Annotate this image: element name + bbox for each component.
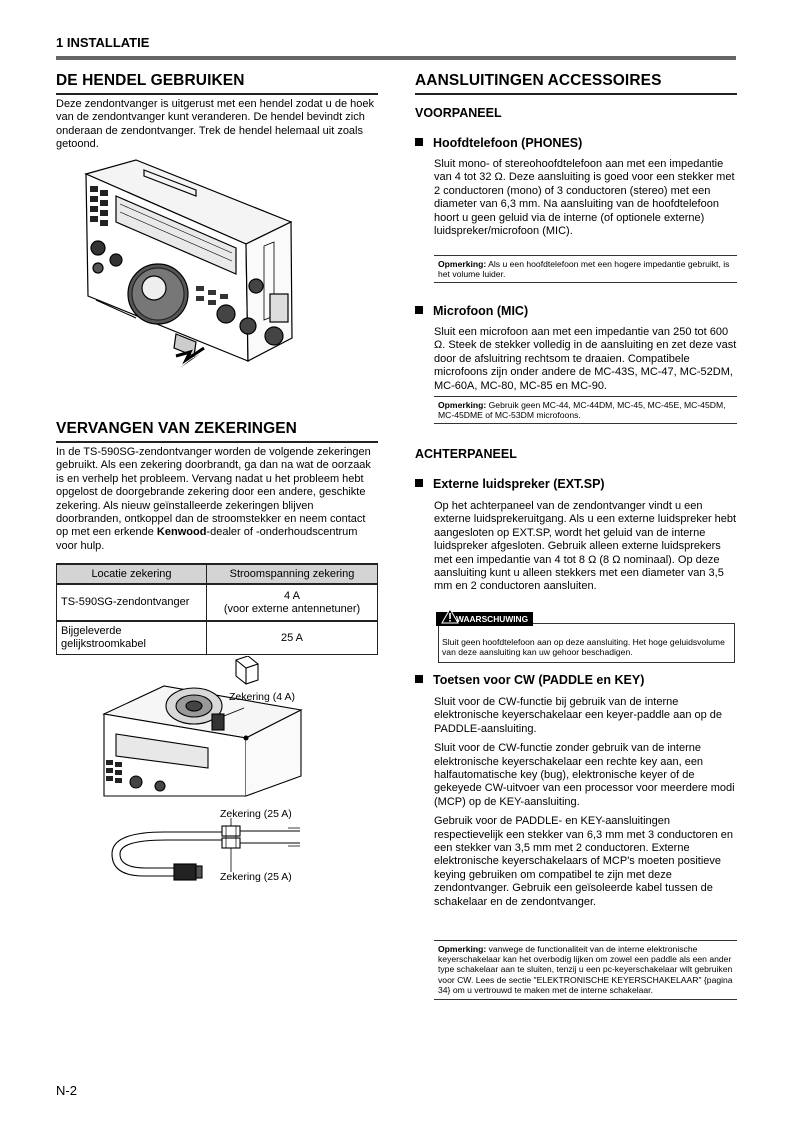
chapter-header: 1 INSTALLATIE	[56, 35, 150, 50]
mic-title-text: Microfoon (MIC)	[433, 304, 529, 318]
note-text: Gebruik geen MC-44, MC-44DM, MC-45, MC-45E, MC-45DM, MC-45DME of MC-53DM microfoons.	[438, 400, 726, 421]
cw-title	[415, 673, 644, 687]
ext-sp-title-text: Externe luidspreker (EXT.SP)	[433, 477, 605, 491]
note-label: Opmerking:	[438, 944, 487, 954]
table-cell: TS-590SG-zendontvanger	[57, 584, 207, 621]
table-row	[57, 621, 378, 654]
fuse-25a-bottom-label: Zekering (25 A)	[220, 871, 292, 883]
handle-text: Deze zendontvanger is uitgerust met een hendel zodat u de hoek van de zendontvanger kunt veranderen. De hendel bevindt zich onderaan de zendontvanger. Trek de hendel helemaal uit zoals getoond.	[56, 98, 374, 151]
phones-text: Sluit mono- of stereohoofdtelefoon aan met een impedantie van 4 tot 32 Ω. Deze aansluiting is goed voor een stekker met 2 conductoren (mono) of 3 conductoren (stereo) met een diameter van 6,3 mm. Na aansluiting van de hoofdtelefoon hoort u geen geluid via de interne (of optionele externe) luidspreker/microfoon (MIC).	[434, 158, 735, 238]
fuse-25a-top-label: Zekering (25 A)	[220, 808, 292, 820]
note-text: Als u een hoofdtelefoon met een hogere impedantie gebruikt, is het volume luider.	[438, 259, 730, 280]
warning-text: Sluit geen hoofdtelefoon aan op deze aansluiting. Het hoge geluidsvolume van deze aansluiting kan uw gehoor beschadigen.	[442, 637, 725, 658]
table-header-cell: Stroomspanning zekering	[207, 564, 378, 584]
fuse-4a-label: Zekering (4 A)	[229, 691, 295, 703]
note-text: vanwege de functionaliteit van de interne elektronische keyerschakelaar kan het overbodig lijken om zowel een paddle als een ander type schakelaar aan te sluiten, tenzij u een pc-keyerschakelaar wilt gebruiken voor CW. Lees de sectie "ELEKTRONISCHE KEYERSCHAKELAAR" {pagina 34} om u vertrouwd te maken met de interne schakelaar.	[438, 944, 733, 995]
accessories-section-title: AANSLUITINGEN ACCESSOIRES	[415, 72, 737, 95]
location-line: Bijgeleverde	[61, 625, 122, 638]
bullet-square-icon	[415, 479, 423, 487]
rear-panel-title: ACHTERPANEEL	[415, 447, 517, 461]
table-cell: 25 A	[207, 621, 378, 654]
cw-note	[434, 940, 737, 1000]
fuses-text	[56, 446, 378, 553]
table-cell	[207, 584, 378, 621]
ext-sp-text: Op het achterpaneel van de zendontvanger vindt u een externe luidsprekeruitgang. Als u een externe luidspreker hebt aangesloten op EXT.SP, wordt het geluid van de interne luidspreker afgesloten. Gebruik alleen externe luidsprekers met een impedantie van 4 tot 8 Ω (8 Ω nominaal). Op deze aansluiting kunt u alleen stekkers met een diameter van 3,5 mm en 2 conductoren aansluiten.	[434, 500, 737, 593]
handle-section-title: DE HENDEL GEBRUIKEN	[56, 72, 378, 95]
fuses-text-main: In de TS-590SG-zendontvanger worden de volgende zekeringen gebruikt. Als een zekering doorbrandt, ga dan na wat de oorzaak is en verhelp het probleem. Vervang nadat u het probleem hebt opgelost de doorgebrande zekering door een andere, geschikte zekering. Als nieuw geïnstalleerde zekeringen blijven doorbranden, ontkoppel dan de stroomstekker en neem contact op met een erkende	[56, 446, 371, 539]
fuses-section-title: VERVANGEN VAN ZEKERINGEN	[56, 420, 378, 443]
bullet-square-icon	[415, 675, 423, 683]
mic-title	[415, 304, 528, 318]
table-header-row	[57, 564, 378, 584]
phones-note	[434, 255, 737, 283]
mic-text: Sluit een microfoon aan met een impedantie van 250 tot 600 Ω. Steek de stekker volledig in de aansluiting en zet deze vast door de afsluitring rechtsom te draaien. Compatibele microfoons zijn onder andere de MC-43S, MC-47, MC-52DM, MC-60A, MC-80, MC-85 en MC-90.	[434, 326, 737, 392]
brand-name: Kenwood	[156, 526, 207, 539]
fuses-text-end: -dealer of -onderhoudscentrum voor hulp.	[56, 526, 358, 552]
bullet-square-icon	[415, 138, 423, 146]
front-panel-title: VOORPANEEL	[415, 106, 502, 120]
bullet-square-icon	[415, 306, 423, 314]
cw-paragraph: Gebruik voor de PADDLE- en KEY-aansluitingen respectievelijk een stekker van 6,3 mm met 3 conductoren en een stekker van 3,5 mm met 2 conductoren. Externe elektronische keyerschakelaars of MCP's moeten positieve keying gebruiken om compatibel te zijn met deze zendontvanger. Gebruik een geïsoleerde kabel tussen de schakelaar en de zendontvanger.	[434, 815, 733, 908]
phones-title	[415, 136, 582, 150]
transceiver-handle-illustration	[76, 156, 296, 378]
location-line: gelijkstroomkabel	[61, 637, 146, 650]
warning-box	[438, 614, 735, 663]
note-label: Opmerking:	[438, 400, 487, 410]
fuse-table	[56, 563, 378, 655]
rear-panel-fuse-illustration	[96, 656, 306, 801]
table-row	[57, 584, 378, 621]
cw-paragraph: Sluit voor de CW-functie zonder gebruik van de interne elektronische keyerschakelaar een rechte key aan, een halfautomatische key (bug), elektronische keyer of de gekeyede CW-uitvoer van een processor voor meerdere modi (MCP) op de KEY-aansluiting.	[434, 742, 735, 808]
rating-note: (voor externe antennetuner)	[223, 602, 361, 615]
phones-title-text: Hoofdtelefoon (PHONES)	[433, 136, 583, 150]
page-number: N-2	[56, 1083, 77, 1098]
mic-note	[434, 396, 737, 424]
cw-title-text: Toetsen voor CW (PADDLE en KEY)	[433, 673, 645, 687]
warning-label: WAARSCHUWING	[456, 614, 529, 624]
header-rule	[56, 56, 736, 60]
table-cell	[57, 621, 207, 654]
note-label: Opmerking:	[438, 259, 487, 269]
cw-text	[434, 696, 737, 915]
cw-paragraph: Sluit voor de CW-functie bij gebruik van de interne elektronische keyerschakelaar een keyer-paddle aan op de PADDLE-aansluiting.	[434, 696, 723, 735]
rating-value: 4 A	[284, 590, 300, 602]
table-header-cell: Locatie zekering	[57, 564, 207, 584]
warning-triangle-icon	[441, 608, 459, 624]
ext-sp-title	[415, 477, 605, 491]
